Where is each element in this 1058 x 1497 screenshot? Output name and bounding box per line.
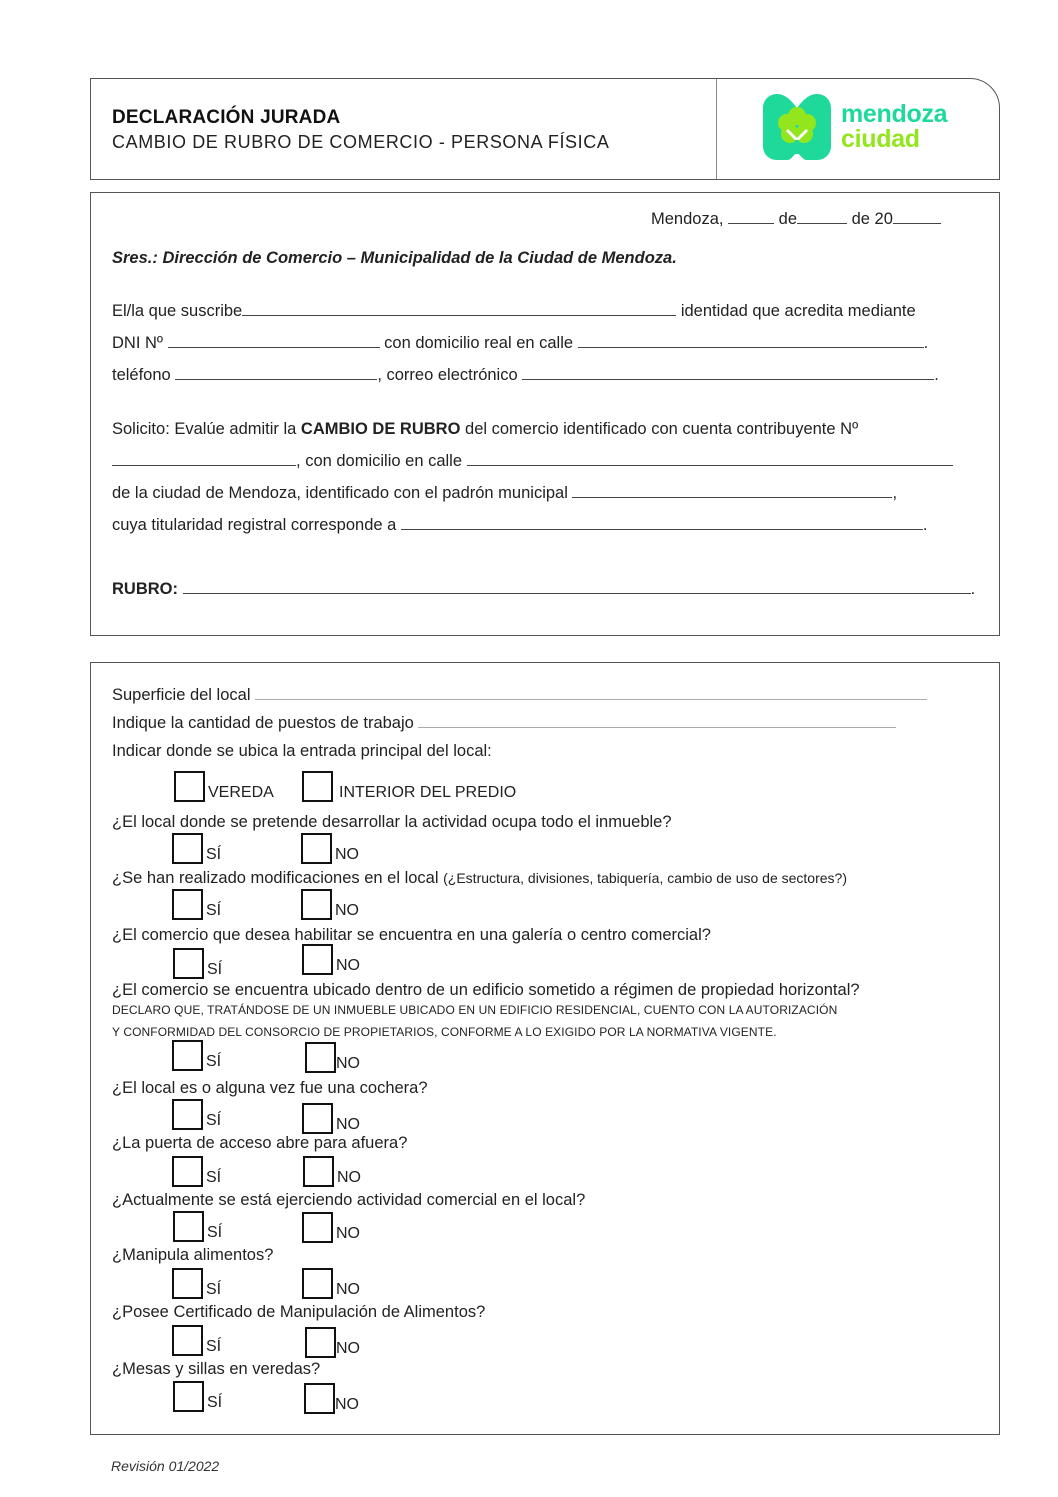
q3-yes-checkbox[interactable] bbox=[173, 948, 204, 979]
mendoza-ciudad-logo bbox=[763, 94, 947, 160]
phone-field[interactable] bbox=[175, 365, 377, 380]
q2-no-checkbox[interactable] bbox=[301, 889, 332, 920]
no-label: NO bbox=[335, 846, 359, 863]
q5-no-checkbox[interactable] bbox=[302, 1103, 333, 1134]
q5-no[interactable] bbox=[302, 1103, 360, 1134]
account-line bbox=[112, 451, 953, 471]
question-9: ¿Posee Certificado de Manipulación de Alimentos? bbox=[112, 1303, 486, 1321]
q7-yes-checkbox[interactable] bbox=[173, 1211, 204, 1242]
question-7: ¿Actualmente se está ejerciendo actividad comercial en el local? bbox=[112, 1191, 586, 1209]
q5-yes-checkbox[interactable] bbox=[172, 1099, 203, 1130]
business-address-label: con domicilio en calle bbox=[305, 452, 463, 470]
contact-line bbox=[112, 365, 939, 385]
comma: , bbox=[296, 452, 301, 470]
document-subtitle: CAMBIO DE RUBRO DE COMERCIO - PERSONA FÍSICA bbox=[112, 132, 610, 152]
yes-label: SÍ bbox=[207, 1224, 223, 1241]
q3-no[interactable] bbox=[302, 944, 360, 975]
q10-yes[interactable] bbox=[173, 1381, 222, 1412]
q10-yes-checkbox[interactable] bbox=[173, 1381, 204, 1412]
q9-yes-checkbox[interactable] bbox=[172, 1325, 203, 1356]
account-number-field[interactable] bbox=[112, 451, 296, 466]
question-6: ¿La puerta de acceso abre para afuera? bbox=[112, 1134, 408, 1152]
workstations-field[interactable] bbox=[418, 713, 896, 728]
q9-no[interactable] bbox=[305, 1327, 360, 1358]
dni-label: DNI Nº bbox=[112, 334, 163, 352]
q8-no-checkbox[interactable] bbox=[302, 1268, 333, 1299]
q4-yes[interactable] bbox=[172, 1040, 221, 1071]
q2-no[interactable] bbox=[301, 889, 359, 920]
yes-label: SÍ bbox=[207, 1394, 223, 1411]
q7-yes[interactable] bbox=[173, 1211, 222, 1242]
rubro-line bbox=[112, 579, 975, 599]
workstations-line bbox=[112, 713, 896, 733]
date-line bbox=[651, 209, 941, 229]
q6-yes-checkbox[interactable] bbox=[172, 1156, 203, 1187]
q7-no-checkbox[interactable] bbox=[302, 1212, 333, 1243]
rubro-label: RUBRO: bbox=[112, 580, 178, 598]
real-address-label: con domicilio real en calle bbox=[384, 334, 574, 352]
q7-no[interactable] bbox=[302, 1212, 360, 1243]
date-city: Mendoza, bbox=[651, 210, 724, 228]
addressee: Sres.: Dirección de Comercio – Municipalidad de la Ciudad de Mendoza. bbox=[112, 249, 677, 267]
interior-label: INTERIOR DEL PREDIO bbox=[339, 784, 517, 801]
q1-no-checkbox[interactable] bbox=[301, 833, 332, 864]
no-label: NO bbox=[337, 1169, 361, 1186]
declaration-section bbox=[90, 192, 1000, 636]
no-label: NO bbox=[335, 1396, 359, 1413]
dni-line bbox=[112, 333, 928, 353]
q1-yes-checkbox[interactable] bbox=[172, 833, 203, 864]
identity-label: identidad que acredita mediante bbox=[680, 302, 916, 320]
q8-yes[interactable] bbox=[172, 1268, 221, 1299]
email-label: correo electrónico bbox=[386, 366, 518, 384]
surface-field[interactable] bbox=[255, 685, 927, 700]
workstations-label: Indique la cantidad de puestos de trabajo bbox=[112, 714, 414, 732]
header-logo-area bbox=[717, 79, 999, 179]
business-address-field[interactable] bbox=[467, 451, 953, 466]
question-2-hint: (¿Estructura, divisiones, tabiquería, cambio de uso de sectores?) bbox=[443, 870, 847, 886]
surface-label: Superficie del local bbox=[112, 686, 251, 704]
q10-no-checkbox[interactable] bbox=[304, 1383, 335, 1414]
yes-label: SÍ bbox=[206, 1053, 222, 1070]
comma: , bbox=[377, 366, 382, 384]
owner-line bbox=[112, 515, 928, 535]
details-section bbox=[90, 662, 1000, 1435]
punct: , bbox=[892, 484, 898, 502]
question-3: ¿El comercio que desea habilitar se encuentra en una galería o centro comercial? bbox=[112, 926, 711, 944]
owner-field[interactable] bbox=[401, 515, 923, 530]
q1-no[interactable] bbox=[301, 833, 359, 864]
request-prefix: Solicito: Evalúe admitir la bbox=[112, 420, 297, 438]
q8-yes-checkbox[interactable] bbox=[172, 1268, 203, 1299]
day-field[interactable] bbox=[728, 209, 774, 224]
punct: . bbox=[934, 366, 939, 384]
date-de-2: de 20 bbox=[851, 210, 893, 228]
yes-label: SÍ bbox=[206, 846, 222, 863]
real-address-field[interactable] bbox=[578, 333, 924, 348]
signer-line bbox=[112, 301, 916, 321]
question-5: ¿El local es o alguna vez fue una cochera? bbox=[112, 1079, 428, 1097]
q8-no[interactable] bbox=[302, 1268, 360, 1299]
request-suffix: del comercio identificado con cuenta contribuyente Nº bbox=[465, 420, 859, 438]
padron-line bbox=[112, 483, 897, 503]
punct: . bbox=[970, 580, 976, 598]
question-2-text: ¿Se han realizado modificaciones en el local bbox=[112, 869, 439, 887]
header-title-area bbox=[91, 79, 717, 179]
no-label: NO bbox=[336, 957, 360, 974]
question-8: ¿Manipula alimentos? bbox=[112, 1246, 274, 1264]
q4-no-checkbox[interactable] bbox=[305, 1042, 336, 1073]
signer-label: El/la que suscribe bbox=[112, 302, 243, 320]
request-bold: CAMBIO DE RUBRO bbox=[300, 420, 461, 438]
request-line bbox=[112, 419, 858, 439]
punct: . bbox=[922, 516, 928, 534]
yes-label: SÍ bbox=[206, 902, 222, 919]
logo-text-mendoza: mendoza bbox=[841, 100, 948, 128]
yes-label: SÍ bbox=[206, 1281, 222, 1298]
q3-no-checkbox[interactable] bbox=[302, 944, 333, 975]
yes-label: SÍ bbox=[206, 1112, 222, 1129]
question-1: ¿El local donde se pretende desarrollar la actividad ocupa todo el inmueble? bbox=[112, 813, 672, 831]
rubro-field[interactable] bbox=[183, 579, 971, 594]
question-4-note-1: DECLARO QUE, TRATÁNDOSE DE UN INMUEBLE UBICADO EN UN EDIFICIO RESIDENCIAL, CUENTO CON LA AUTORIZACIÓN bbox=[112, 1003, 838, 1017]
padron-field[interactable] bbox=[572, 483, 892, 498]
mendoza-tree-logo-icon bbox=[763, 94, 831, 160]
q6-no[interactable] bbox=[303, 1156, 361, 1187]
padron-label: de la ciudad de Mendoza, identificado con el padrón municipal bbox=[112, 484, 568, 502]
q2-yes-checkbox[interactable] bbox=[172, 889, 203, 920]
email-field[interactable] bbox=[522, 365, 934, 380]
logo-text-ciudad: ciudad bbox=[841, 125, 920, 153]
signer-name-field[interactable] bbox=[242, 301, 676, 316]
option-vereda[interactable] bbox=[174, 771, 274, 802]
revision-note: Revisión 01/2022 bbox=[111, 1458, 220, 1474]
interior-checkbox[interactable] bbox=[302, 771, 333, 802]
q2-yes[interactable] bbox=[172, 889, 221, 920]
option-interior[interactable] bbox=[302, 771, 516, 802]
question-4: ¿El comercio se encuentra ubicado dentro de un edificio sometido a régimen de propiedad horizontal? bbox=[112, 981, 860, 999]
date-de-1: de bbox=[778, 210, 798, 228]
phone-label: teléfono bbox=[112, 366, 171, 384]
q1-yes[interactable] bbox=[172, 833, 221, 864]
no-label: NO bbox=[336, 1055, 360, 1072]
no-label: NO bbox=[336, 1116, 360, 1133]
q10-no[interactable] bbox=[304, 1383, 359, 1414]
dni-field[interactable] bbox=[168, 333, 380, 348]
entrance-question: Indicar donde se ubica la entrada principal del local: bbox=[112, 742, 492, 760]
question-10: ¿Mesas y sillas en veredas? bbox=[112, 1360, 321, 1378]
logo-wordmark bbox=[841, 102, 947, 152]
punct: . bbox=[923, 334, 929, 352]
q9-no-checkbox[interactable] bbox=[305, 1327, 336, 1358]
q6-yes[interactable] bbox=[172, 1156, 221, 1187]
yes-label: SÍ bbox=[206, 1338, 222, 1355]
form-header bbox=[90, 78, 1000, 180]
no-label: NO bbox=[336, 1340, 360, 1357]
q4-yes-checkbox[interactable] bbox=[172, 1040, 203, 1071]
q9-yes[interactable] bbox=[172, 1325, 221, 1356]
no-label: NO bbox=[335, 902, 359, 919]
q5-yes[interactable] bbox=[172, 1099, 221, 1130]
yes-label: SÍ bbox=[207, 961, 223, 978]
year-field[interactable] bbox=[893, 209, 941, 224]
vereda-checkbox[interactable] bbox=[174, 771, 205, 802]
question-2 bbox=[112, 868, 847, 888]
no-label: NO bbox=[336, 1281, 360, 1298]
owner-label: cuya titularidad registral corresponde a bbox=[112, 516, 397, 534]
month-field[interactable] bbox=[797, 209, 847, 224]
document-title: DECLARACIÓN JURADA bbox=[112, 107, 341, 128]
surface-line bbox=[112, 685, 927, 705]
q3-yes[interactable] bbox=[173, 948, 222, 979]
q4-no[interactable] bbox=[305, 1042, 360, 1073]
question-4-note-2: Y CONFORMIDAD DEL CONSORCIO DE PROPIETARIOS, CONFORME A LO EXIGIDO POR LA NORMATIVA VIGENTE. bbox=[112, 1025, 777, 1039]
no-label: NO bbox=[336, 1225, 360, 1242]
yes-label: SÍ bbox=[206, 1169, 222, 1186]
q6-no-checkbox[interactable] bbox=[303, 1156, 334, 1187]
vereda-label: VEREDA bbox=[208, 784, 274, 801]
